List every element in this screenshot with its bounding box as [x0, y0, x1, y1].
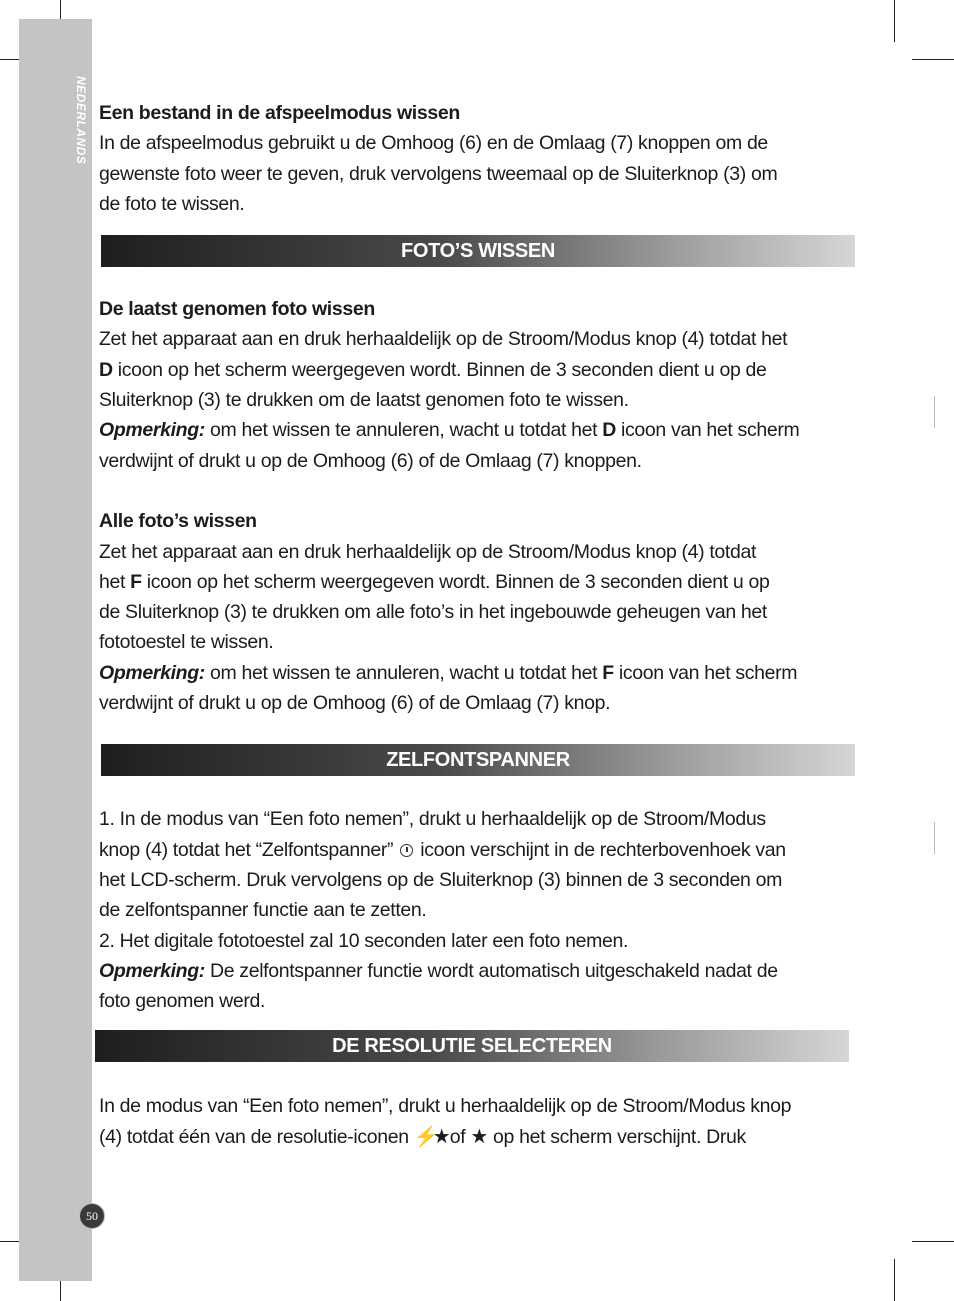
text: icoon verschijnt in de rechterbovenhoek van: [415, 838, 786, 861]
language-sidebar: [19, 19, 92, 1281]
body-line: de Sluiterknop (3) te drukken om alle foto’s in het ingebouwde geheugen van het: [99, 601, 767, 624]
section-heading: De laatst genomen foto wissen: [99, 298, 375, 321]
delete-all-icon-letter: F: [130, 570, 142, 593]
section-bar-resolution: DE RESOLUTIE SELECTEREN: [95, 1030, 849, 1062]
note-label: Opmerking:: [99, 661, 205, 684]
body-line: gewenste foto weer te geven, druk vervolgens tweemaal op de Sluiterknop (3) om: [99, 162, 778, 185]
registration-mark: [934, 396, 935, 428]
body-line: fototoestel te wissen.: [99, 631, 274, 654]
body-line: de foto te wissen.: [99, 192, 245, 215]
text: icoon van het scherm: [615, 419, 800, 442]
crop-mark: [894, 0, 895, 42]
text: icoon op het scherm weergegeven wordt. Binnen de 3 seconden dient u op de: [112, 358, 767, 381]
note-line: foto genomen werd.: [99, 990, 266, 1013]
crop-mark: [912, 1241, 954, 1242]
section-bar-timer: ZELFONTSPANNER: [101, 744, 855, 776]
body-line: Zet het apparaat aan en druk herhaaldelijk op de Stroom/Modus knop (4) totdat: [99, 540, 757, 563]
text: knop (4) totdat het “Zelfontspanner”: [99, 838, 399, 861]
section-heading: Alle foto’s wissen: [99, 510, 257, 533]
note-line: verdwijnt of drukt u op de Omhoog (6) of de Omlaag (7) knop.: [99, 692, 611, 715]
delete-all-icon-letter: F: [602, 661, 614, 684]
delete-icon-letter: D: [99, 358, 113, 381]
note-line: verdwijnt of drukt u op de Omhoog (6) of de Omlaag (7) knoppen.: [99, 449, 642, 472]
text: het: [99, 570, 131, 593]
star-icon: ★: [470, 1125, 488, 1148]
text: om het wissen te annuleren, wacht u totdat het: [204, 661, 603, 684]
section-bar-delete: FOTO’S WISSEN: [101, 235, 855, 267]
text: om het wissen te annuleren, wacht u totdat het: [204, 419, 603, 442]
text: op het scherm verschijnt. Druk: [487, 1125, 746, 1148]
text: icoon op het scherm weergegeven wordt. Binnen de 3 seconden dient u op: [141, 570, 770, 593]
crop-mark: [912, 59, 954, 60]
sparkle-star-icon: ⚡★: [413, 1125, 445, 1148]
manual-content: [99, 98, 859, 1152]
page-number: 50: [79, 1203, 105, 1229]
section-heading: Een bestand in de afspeelmodus wissen: [99, 102, 460, 124]
body-line: In de afspeelmodus gebruikt u de Omhoog (6) en de Omlaag (7) knoppen om de: [99, 132, 768, 155]
note-line: [99, 956, 859, 986]
body-line: [99, 355, 859, 385]
body-line: Zet het apparaat aan en druk herhaaldelijk op de Stroom/Modus knop (4) totdat het: [99, 328, 788, 351]
text: icoon van het scherm: [613, 661, 798, 684]
text: De zelfontspanner functie wordt automatisch uitgeschakeld nadat de: [204, 959, 778, 982]
language-label: NEDERLANDS: [74, 76, 88, 165]
body-line: 1. In de modus van “Een foto nemen”, drukt u herhaaldelijk op de Stroom/Modus: [99, 808, 766, 831]
body-line: [99, 835, 859, 865]
note-label: Opmerking:: [99, 959, 205, 982]
registration-mark: [934, 822, 935, 854]
body-line: [99, 1122, 859, 1152]
crop-mark: [894, 1259, 895, 1301]
note-label: Opmerking:: [99, 419, 205, 442]
delete-icon-letter: D: [602, 419, 616, 442]
body-line: het LCD-scherm. Druk vervolgens op de Sluiterknop (3) binnen de 3 seconden om: [99, 868, 783, 891]
body-line: de zelfontspanner functie aan te zetten.: [99, 899, 427, 922]
note-line: [99, 415, 859, 445]
body-line: [99, 567, 859, 597]
note-line: [99, 658, 859, 688]
body-line: Sluiterknop (3) te drukken om de laatst genomen foto te wissen.: [99, 389, 629, 412]
body-line: 2. Het digitale fototoestel zal 10 seconden later een foto nemen.: [99, 929, 629, 952]
text: of: [444, 1125, 471, 1148]
text: (4) totdat één van de resolutie-iconen: [99, 1125, 414, 1148]
body-line: In de modus van “Een foto nemen”, drukt u herhaaldelijk op de Stroom/Modus knop: [99, 1095, 792, 1118]
self-timer-icon: [400, 844, 413, 857]
